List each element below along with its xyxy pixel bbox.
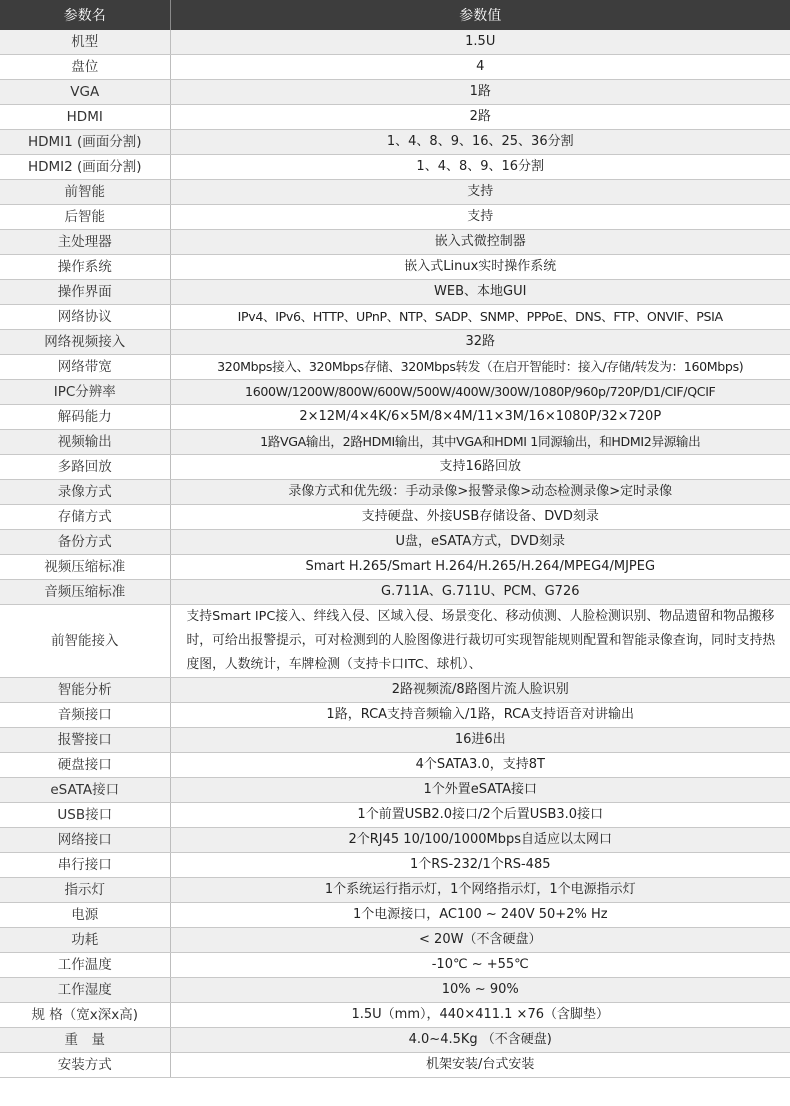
table-header-row (0, 0, 790, 30)
table-row (0, 430, 790, 455)
table-row (0, 953, 790, 978)
param-name: 多路回放 (0, 455, 170, 480)
table-row (0, 1053, 790, 1078)
param-name: 工作湿度 (0, 978, 170, 1003)
table-row (0, 678, 790, 703)
param-value: 2个RJ45 10/100/1000Mbps自适应以太网口 (170, 828, 790, 853)
param-value: 1.5U (170, 30, 790, 55)
param-value: 32路 (170, 330, 790, 355)
param-name: 视频输出 (0, 430, 170, 455)
param-value: 机架安装/台式安装 (170, 1053, 790, 1078)
param-name: 智能分析 (0, 678, 170, 703)
param-name: 后智能 (0, 205, 170, 230)
param-name: HDMI2 (画面分割) (0, 155, 170, 180)
param-value: 1个前置USB2.0接口/2个后置USB3.0接口 (170, 803, 790, 828)
header-param-value: 参数值 (170, 0, 790, 30)
param-name: 机型 (0, 30, 170, 55)
param-value: 10% ~ 90% (170, 978, 790, 1003)
table-row (0, 280, 790, 305)
param-name: 盘位 (0, 55, 170, 80)
table-row (0, 255, 790, 280)
param-name: 音频压缩标准 (0, 580, 170, 605)
param-name: 报警接口 (0, 728, 170, 753)
table-row (0, 530, 790, 555)
table-row (0, 105, 790, 130)
param-value: 1600W/1200W/800W/600W/500W/400W/300W/1080P/960p/720P/D1/CIF/QCIF (170, 380, 790, 405)
table-row (0, 605, 790, 678)
table-row (0, 978, 790, 1003)
table-row (0, 1028, 790, 1053)
table-row (0, 778, 790, 803)
table-row (0, 555, 790, 580)
param-value: 支持 (170, 180, 790, 205)
table-row (0, 878, 790, 903)
param-value: 2×12M/4×4K/6×5M/8×4M/11×3M/16×1080P/32×720P (170, 405, 790, 430)
table-row (0, 355, 790, 380)
table-row (0, 828, 790, 853)
param-name: 硬盘接口 (0, 753, 170, 778)
header-param-name: 参数名 (0, 0, 170, 30)
table-row (0, 455, 790, 480)
param-name: 录像方式 (0, 480, 170, 505)
param-name: 功耗 (0, 928, 170, 953)
table-row (0, 1003, 790, 1028)
param-value: -10℃ ~ +55℃ (170, 953, 790, 978)
param-name: 串行接口 (0, 853, 170, 878)
param-name: 安装方式 (0, 1053, 170, 1078)
table-row (0, 330, 790, 355)
param-value: 2路 (170, 105, 790, 130)
table-row (0, 505, 790, 530)
param-value: 1路 (170, 80, 790, 105)
table-row (0, 180, 790, 205)
param-name: 网络带宽 (0, 355, 170, 380)
param-value: Smart H.265/Smart H.264/H.265/H.264/MPEG4/MJPEG (170, 555, 790, 580)
table-row (0, 130, 790, 155)
table-row (0, 380, 790, 405)
param-value: < 20W（不含硬盘） (170, 928, 790, 953)
param-value: 嵌入式Linux实时操作系统 (170, 255, 790, 280)
param-name: 视频压缩标准 (0, 555, 170, 580)
param-name: USB接口 (0, 803, 170, 828)
param-value: 4个SATA3.0，支持8T (170, 753, 790, 778)
param-name: 指示灯 (0, 878, 170, 903)
param-value: 16进6出 (170, 728, 790, 753)
param-name: 电源 (0, 903, 170, 928)
param-name: 网络接口 (0, 828, 170, 853)
param-name: 操作系统 (0, 255, 170, 280)
param-value: 1.5U（mm），440×411.1 ×76（含脚垫） (170, 1003, 790, 1028)
param-name: 网络协议 (0, 305, 170, 330)
table-row (0, 928, 790, 953)
table-row (0, 305, 790, 330)
param-name: 存储方式 (0, 505, 170, 530)
param-name: HDMI1 (画面分割) (0, 130, 170, 155)
param-name: 操作界面 (0, 280, 170, 305)
table-row (0, 30, 790, 55)
table-row (0, 703, 790, 728)
param-name: 前智能 (0, 180, 170, 205)
param-value: 录像方式和优先级：手动录像>报警录像>动态检测录像>定时录像 (170, 480, 790, 505)
param-value: 支持Smart IPC接入、绊线入侵、区域入侵、场景变化、移动侦测、人脸检测识别、物品遗留和物品搬移时，可给出报警提示，可对检测到的人脸图像进行裁切可实现智能规则配置和智能录像查询，同时支持热度图，人数统计，车牌检测（支持卡口ITC、球机）、 (170, 605, 790, 678)
param-name: 工作温度 (0, 953, 170, 978)
param-name: 网络视频接入 (0, 330, 170, 355)
table-row (0, 753, 790, 778)
param-name: 重 量 (0, 1028, 170, 1053)
param-name: 主处理器 (0, 230, 170, 255)
table-row (0, 803, 790, 828)
param-value: 2路视频流/8路图片流人脸识别 (170, 678, 790, 703)
table-row (0, 155, 790, 180)
param-value: 支持硬盘、外接USB存储设备、DVD刻录 (170, 505, 790, 530)
param-value: 1个电源接口，AC100 ~ 240V 50+2% Hz (170, 903, 790, 928)
param-value: 4.0~4.5Kg （不含硬盘) (170, 1028, 790, 1053)
param-name: HDMI (0, 105, 170, 130)
param-name: 解码能力 (0, 405, 170, 430)
table-row (0, 580, 790, 605)
param-name: eSATA接口 (0, 778, 170, 803)
table-row (0, 55, 790, 80)
param-name: 规 格（宽x深x高) (0, 1003, 170, 1028)
param-value: 1个系统运行指示灯，1个网络指示灯，1个电源指示灯 (170, 878, 790, 903)
param-value: IPv4、IPv6、HTTP、UPnP、NTP、SADP、SNMP、PPPoE、DNS、FTP、ONVIF、PSIA (170, 305, 790, 330)
param-value: 1个外置eSATA接口 (170, 778, 790, 803)
table-row (0, 230, 790, 255)
param-value: WEB、本地GUI (170, 280, 790, 305)
param-value: 1路，RCA支持音频输入/1路，RCA支持语音对讲输出 (170, 703, 790, 728)
param-value: 1、4、8、9、16、25、36分割 (170, 130, 790, 155)
param-value: U盘，eSATA方式，DVD刻录 (170, 530, 790, 555)
param-value: 1、4、8、9、16分割 (170, 155, 790, 180)
param-name: 音频接口 (0, 703, 170, 728)
table-row (0, 853, 790, 878)
table-row (0, 728, 790, 753)
param-name: 备份方式 (0, 530, 170, 555)
param-value: 4 (170, 55, 790, 80)
param-name: IPC分辨率 (0, 380, 170, 405)
param-name: 前智能接入 (0, 605, 170, 678)
param-value: 支持16路回放 (170, 455, 790, 480)
param-value: 嵌入式微控制器 (170, 230, 790, 255)
param-value: 320Mbps接入、320Mbps存储、320Mbps转发（在启开智能时：接入/存储/转发为：160Mbps) (170, 355, 790, 380)
param-name: VGA (0, 80, 170, 105)
param-value: G.711A、G.711U、PCM、G726 (170, 580, 790, 605)
table-row (0, 205, 790, 230)
param-value: 支持 (170, 205, 790, 230)
table-row (0, 903, 790, 928)
param-value: 1个RS-232/1个RS-485 (170, 853, 790, 878)
table-row (0, 480, 790, 505)
table-row (0, 80, 790, 105)
table-row (0, 405, 790, 430)
param-value: 1路VGA输出，2路HDMI输出，其中VGA和HDMI 1同源输出，和HDMI2异源输出 (170, 430, 790, 455)
